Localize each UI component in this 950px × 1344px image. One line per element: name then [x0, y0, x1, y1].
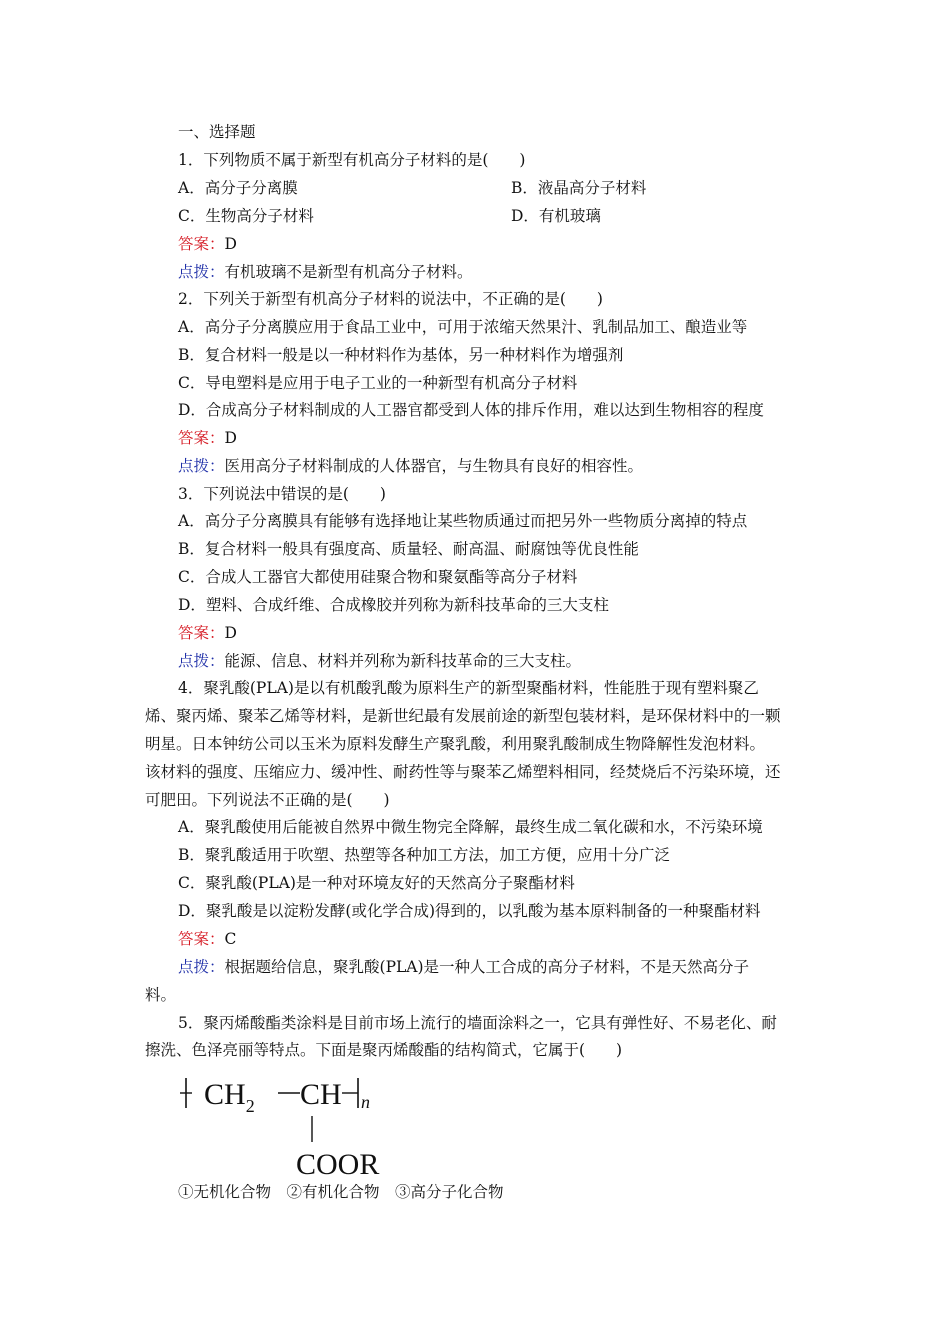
q3-option-b: B．复合材料一般具有强度高、质量轻、耐高温、耐腐蚀等优良性能 — [178, 540, 639, 558]
answer-label: 答案： — [178, 930, 225, 948]
hint-text: 能源、信息、材料并列称为新科技革命的三大支柱。 — [224, 652, 582, 670]
q5-stem-line-1: 5．聚丙烯酸酯类涂料是目前市场上流行的墙面涂料之一，它具有弹性好、不易老化、耐 — [178, 1014, 777, 1032]
hint-label: 点拨： — [178, 652, 225, 670]
hint-text: 根据题给信息，聚乳酸(PLA)是一种人工合成的高分子材料，不是天然高分子 — [224, 958, 750, 976]
q4-answer — [178, 929, 236, 949]
q2-option-a: A．高分子分离膜应用于食品工业中，可用于浓缩天然果汁、乳制品加工、酿造业等 — [178, 318, 748, 336]
q2-answer — [178, 428, 237, 448]
q5-choices: ①无机化合物 ②有机化合物 ③高分子化合物 — [178, 1183, 504, 1201]
q4-stem-line-2: 烯、聚丙烯、聚苯乙烯等材料，是新世纪最有发展前途的新型包装材料，是环保材料中的一颗 — [145, 707, 781, 725]
q4-stem-line-3: 明星。日本钟纺公司以玉米为原料发酵生产聚乳酸，利用聚乳酸制成生物降解性发泡材料。 — [145, 735, 766, 753]
q2-stem: 2．下列关于新型有机高分子材料的说法中，不正确的是( ) — [178, 290, 603, 308]
answer-label: 答案： — [178, 235, 225, 253]
q4-option-b: B．聚乳酸适用于吹塑、热塑等各种加工方法，加工方便，应用十分广泛 — [178, 846, 670, 864]
q4-hint — [178, 957, 749, 977]
q1-answer — [178, 234, 237, 254]
q4-stem-line-4: 该材料的强度、压缩应力、缓冲性、耐药性等与聚苯乙烯塑料相同，经焚烧后不污染环境，还 — [145, 763, 781, 781]
q3-hint — [178, 651, 581, 671]
answer-value: D — [224, 624, 237, 642]
answer-value: D — [224, 235, 237, 253]
q4-hint-line-2: 料。 — [145, 986, 177, 1004]
q4-stem-line-1: 4．聚乳酸(PLA)是以有机酸乳酸为原料生产的新型聚酯材料，性能胜于现有塑料聚乙 — [178, 679, 759, 697]
q1-hint — [178, 262, 473, 282]
repeat-subscript-n: n — [361, 1092, 370, 1112]
answer-label: 答案： — [178, 429, 225, 447]
q3-option-c: C．合成人工器官大都使用硅聚合物和聚氨酯等高分子材料 — [178, 568, 578, 586]
q2-option-b: B．复合材料一般是以一种材料作为基体，另一种材料作为增强剂 — [178, 346, 624, 364]
hint-label: 点拨： — [178, 958, 225, 976]
q3-stem: 3．下列说法中错误的是( ) — [178, 485, 386, 503]
ch2-group: $CH_2$ — [204, 1078, 255, 1116]
hint-text: 有机玻璃不是新型有机高分子材料。 — [224, 263, 473, 281]
q3-option-a: A．高分子分离膜具有能够有选择地让某些物质通过而把另外一些物质分离掉的特点 — [178, 512, 748, 530]
q2-option-c: C．导电塑料是应用于电子工业的一种新型有机高分子材料 — [178, 374, 578, 392]
q3-option-d: D．塑料、合成纤维、合成橡胶并列称为新科技革命的三大支柱 — [178, 596, 609, 614]
hint-text: 医用高分子材料制成的人体器官，与生物具有良好的相容性。 — [224, 457, 644, 475]
hint-label: 点拨： — [178, 263, 225, 281]
answer-label: 答案： — [178, 624, 225, 642]
q1-option-b: B．液晶高分子材料 — [511, 179, 647, 197]
hint-label: 点拨： — [178, 457, 225, 475]
q1-stem: 1．下列物质不属于新型有机高分子材料的是( ) — [178, 151, 526, 169]
coor-group: COOR — [296, 1148, 380, 1181]
q2-hint — [178, 456, 643, 476]
answer-value: D — [224, 429, 237, 447]
q1-option-c: C．生物高分子材料 — [178, 207, 314, 225]
ch-group: CH — [300, 1078, 342, 1111]
q2-option-d: D．合成高分子材料制成的人工器官都受到人体的排斥作用，难以达到生物相容的程度 — [178, 401, 764, 419]
q3-answer — [178, 623, 237, 643]
q4-stem-line-5: 可肥田。下列说法不正确的是( ) — [145, 791, 390, 809]
section-title: 一、选择题 — [178, 123, 256, 141]
q4-option-d: D．聚乳酸是以淀粉发酵(或化学合成)得到的，以乳酸为基本原料制备的一种聚酯材料 — [178, 902, 761, 920]
q4-option-a: A．聚乳酸使用后能被自然界中微生物完全降解，最终生成二氧化碳和水，不污染环境 — [178, 818, 763, 836]
q5-stem-line-2: 擦洗、色泽亮丽等特点。下面是聚丙烯酸酯的结构简式，它属于( ) — [145, 1041, 623, 1059]
q4-option-c: C．聚乳酸(PLA)是一种对环境友好的天然高分子聚酯材料 — [178, 874, 575, 892]
q1-option-d: D．有机玻璃 — [511, 207, 601, 225]
answer-value: C — [224, 930, 237, 948]
q1-option-a: A．高分子分离膜 — [178, 179, 298, 197]
polyacrylate-structural-formula — [178, 1072, 408, 1182]
